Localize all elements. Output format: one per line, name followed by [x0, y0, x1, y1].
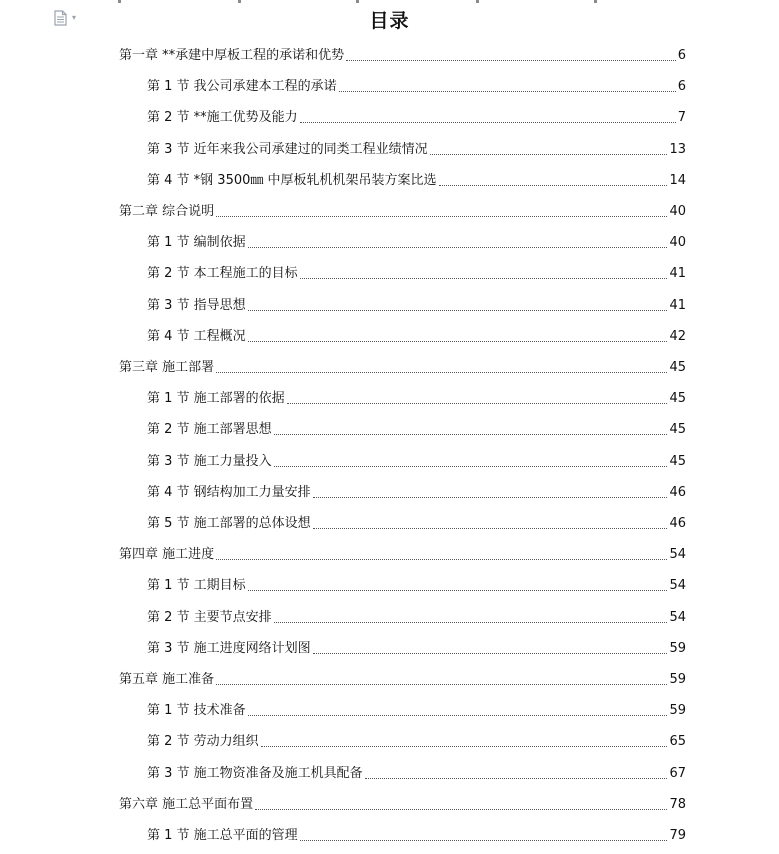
dot-leader	[274, 434, 668, 435]
edge-mark	[356, 0, 359, 3]
dot-leader	[255, 809, 667, 810]
toc-section-entry[interactable]	[147, 820, 686, 851]
toc-section-entry[interactable]	[147, 508, 686, 539]
toc-page-number: 59	[669, 672, 686, 687]
toc-entry-title: 第 4 节 工程概况	[147, 328, 246, 344]
toc-section-entry[interactable]	[147, 290, 686, 321]
toc-entry-line	[147, 422, 686, 445]
toc-entry-title: 第 3 节 施工力量投入	[147, 453, 272, 469]
toc-page-number: 41	[669, 266, 686, 282]
toc-entry-title: 第一章 **承建中厚板工程的承诺和优势	[119, 48, 345, 63]
toc-entry-line	[147, 766, 686, 789]
toc-page-number: 42	[669, 328, 686, 344]
toc-entry-title: 第 1 节 编制依据	[147, 235, 246, 251]
toc-entry-line	[147, 329, 686, 352]
toc-entry-title: 第五章 施工准备	[119, 672, 215, 687]
edge-mark	[594, 0, 597, 3]
toc-entry-line	[147, 516, 686, 539]
toc-entry-line	[147, 454, 686, 477]
toc-page-number: 54	[669, 609, 686, 625]
toc-entry-title: 第 3 节 施工进度网络计划图	[147, 640, 311, 656]
toc-page-number: 13	[669, 141, 686, 157]
toc-section-entry[interactable]	[147, 726, 686, 757]
toc-entry-line	[147, 298, 686, 321]
toc-chapter-entry[interactable]	[119, 664, 686, 695]
toc-entry-title: 第 1 节 工期目标	[147, 578, 246, 594]
toc-entry-line	[119, 48, 686, 71]
dot-leader	[216, 684, 667, 685]
toc-entry-line	[119, 672, 686, 695]
toc-entry-line	[147, 485, 686, 508]
toc-section-entry[interactable]	[147, 258, 686, 289]
dot-leader	[216, 216, 667, 217]
dot-leader	[248, 247, 668, 248]
dot-leader	[365, 778, 668, 779]
toc-page-number: 46	[669, 484, 686, 500]
toc-section-entry[interactable]	[147, 758, 686, 789]
toc-page-number: 59	[669, 640, 686, 656]
dot-leader	[313, 528, 668, 529]
toc-page-number: 79	[669, 828, 686, 843]
toc-page-number: 54	[669, 547, 686, 563]
toc-section-entry[interactable]	[147, 633, 686, 664]
toc-section-entry[interactable]	[147, 414, 686, 445]
toc-entry-title: 第 1 节 我公司承建本工程的承诺	[147, 79, 337, 95]
toc-page-number: 59	[669, 703, 686, 719]
dot-leader	[216, 559, 667, 560]
toc-chapter-entry[interactable]	[119, 539, 686, 570]
toc-entry-title: 第 1 节 技术准备	[147, 703, 246, 719]
dot-leader	[300, 840, 668, 841]
toc-entry-line	[147, 235, 686, 258]
dot-leader	[339, 91, 676, 92]
toc-chapter-entry[interactable]	[119, 40, 686, 71]
toc-page-number: 6	[677, 79, 686, 95]
toc-entry-line	[119, 204, 686, 227]
toc-entry-title: 第 3 节 指导思想	[147, 297, 246, 313]
toc-section-entry[interactable]	[147, 383, 686, 414]
dot-leader	[300, 278, 668, 279]
toc-entry-line	[147, 641, 686, 664]
toc-chapter-entry[interactable]	[119, 789, 686, 820]
toc-page-number: 54	[669, 578, 686, 594]
dot-leader	[274, 466, 668, 467]
toc-page-number: 40	[669, 235, 686, 251]
toc-section-entry[interactable]	[147, 71, 686, 102]
toc-entry-line	[147, 79, 686, 102]
toc-section-entry[interactable]	[147, 102, 686, 133]
toc-page-number: 14	[669, 172, 686, 188]
dot-leader	[439, 185, 668, 186]
dot-leader	[274, 622, 668, 623]
toc-entry-title: 第三章 施工部署	[119, 360, 215, 375]
toc-entry-line	[147, 610, 686, 633]
toc-entry-title: 第二章 综合说明	[119, 204, 215, 219]
toc-page-number: 65	[669, 734, 686, 750]
edge-mark	[476, 0, 479, 3]
page-top-edge-marks	[0, 0, 779, 3]
toc-entry-line	[119, 547, 686, 570]
toc-page-number: 78	[669, 796, 686, 812]
toc-page-number: 45	[669, 453, 686, 469]
dot-leader	[287, 403, 668, 404]
edge-mark	[238, 0, 241, 3]
toc-entry-line	[147, 391, 686, 414]
toc-entry-title: 第 2 节 施工部署思想	[147, 422, 272, 438]
dot-leader	[248, 310, 668, 311]
dot-leader	[261, 746, 668, 747]
toc-entry-line	[147, 173, 686, 196]
toc-page-number: 67	[669, 765, 686, 781]
toc-section-entry[interactable]	[147, 602, 686, 633]
toc-entry-line	[147, 734, 686, 757]
toc-entry-title: 第四章 施工进度	[119, 547, 215, 563]
toc-section-entry[interactable]	[147, 695, 686, 726]
toc-page-number: 45	[669, 360, 686, 375]
toc-chapter-entry[interactable]	[119, 196, 686, 227]
dot-leader	[313, 653, 668, 654]
toc-entry-line	[147, 110, 686, 133]
toc-entry-line	[119, 797, 686, 820]
toc-entry-line	[147, 828, 686, 851]
edge-mark	[118, 0, 121, 3]
toc-page-number: 45	[669, 391, 686, 407]
toc-entry-title: 第 2 节 主要节点安排	[147, 609, 272, 625]
toc-section-entry[interactable]	[147, 134, 686, 165]
toc-entry-title: 第 2 节 本工程施工的目标	[147, 266, 298, 282]
toc-entry-line	[147, 703, 686, 726]
toc-entry-line	[147, 142, 686, 165]
chevron-down-icon[interactable]: ▾	[72, 13, 77, 22]
toc-page-number: 41	[669, 297, 686, 313]
dot-leader	[248, 341, 668, 342]
dot-leader	[346, 60, 676, 61]
toc-entry-title: 第 1 节 施工总平面的管理	[147, 828, 298, 843]
toc-page-number: 6	[677, 48, 686, 63]
toc-entry-title: 第 5 节 施工部署的总体设想	[147, 516, 311, 531]
toc-section-entry[interactable]	[147, 570, 686, 601]
toc-section-entry[interactable]	[147, 321, 686, 352]
toc-entry-title: 第 4 节 *钢 3500㎜ 中厚板轧机机架吊装方案比选	[147, 172, 437, 188]
dot-leader	[216, 372, 667, 373]
toc-section-entry[interactable]	[147, 165, 686, 196]
toc-chapter-entry[interactable]	[119, 352, 686, 383]
toc-entry-title: 第 3 节 施工物资准备及施工机具配备	[147, 765, 363, 781]
toc-section-entry[interactable]	[147, 227, 686, 258]
toc-page-number: 45	[669, 422, 686, 438]
toc-entry-title: 第 4 节 钢结构加工力量安排	[147, 484, 311, 500]
toc-section-entry[interactable]	[147, 446, 686, 477]
dot-leader	[300, 122, 676, 123]
toc-page-number: 7	[677, 110, 686, 126]
toc-page-number: 46	[669, 516, 686, 531]
dot-leader	[430, 154, 668, 155]
toc-entry-title: 第 1 节 施工部署的依据	[147, 391, 285, 407]
dot-leader	[248, 590, 668, 591]
dot-leader	[248, 715, 668, 716]
toc-entry-line	[147, 578, 686, 601]
toc-entry-title: 第 2 节 **施工优势及能力	[147, 110, 298, 126]
toc-entry-title: 第 3 节 近年来我公司承建过的同类工程业绩情况	[147, 141, 428, 157]
toc-entry-title: 第 2 节 劳动力组织	[147, 734, 259, 750]
toc-entry-line	[147, 266, 686, 289]
toc-section-entry[interactable]	[147, 477, 686, 508]
dot-leader	[313, 497, 668, 498]
page-title: 目录	[369, 10, 410, 32]
toc-page-number: 40	[669, 204, 686, 219]
toc-entry-title: 第六章 施工总平面布置	[119, 796, 254, 812]
toc-entry-line	[119, 360, 686, 383]
